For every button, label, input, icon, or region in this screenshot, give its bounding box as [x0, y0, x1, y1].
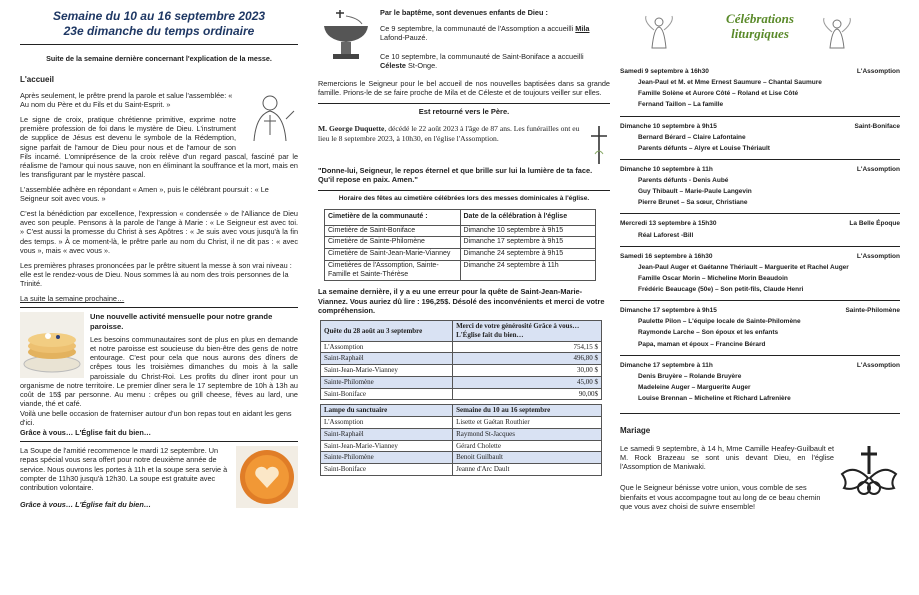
mass-block — [620, 307, 900, 349]
deces-heading: Est retourné vers le Père. — [418, 106, 510, 116]
cemetery-table — [324, 209, 596, 282]
bulletin-title — [20, 9, 298, 39]
mass-date: Samedi 9 septembre à 16h30 — [620, 68, 709, 75]
cemetery-header-row — [325, 209, 596, 225]
table-row — [325, 225, 596, 237]
doves-cross-icon — [838, 444, 900, 502]
cimetieres-heading: Horaire des fêtes au cimetière célébrées lors des messes dominicales à l'église. — [338, 194, 590, 202]
table-row — [325, 260, 596, 281]
bapteme-2-rest: St-Onge. — [408, 61, 438, 71]
mass-date-line — [620, 220, 900, 228]
mass-date-line — [620, 123, 900, 131]
cemetery-col-date: Date de la célébration à l'église — [460, 209, 596, 225]
celebrations-title-line1: Célébrations — [726, 11, 794, 26]
mass-block — [620, 253, 900, 295]
collection-header-row — [321, 321, 602, 342]
collection-table — [320, 320, 602, 400]
mass-date-line — [620, 307, 900, 315]
mariage-p2: Que le Seigneur bénisse votre union, vous comble de ses bienfaits et vous accompagne tout au long de ce beau chemin que vous avez choisi de suivre ensemble! — [620, 483, 821, 511]
table-row — [321, 353, 602, 365]
parish-name: Saint-Boniface — [321, 464, 453, 476]
parish-name: Sainte-Philomène — [321, 376, 453, 388]
accueil-p5: Les premières phrases prononcées par le prêtre situent la messe à son vrai niveau : elle est le rendez-vous de Dieu. Nous sommes là au nom des trois personnes de la Trinité. — [20, 260, 292, 288]
cemetery-date: Dimanche 17 septembre à 9h15 — [460, 237, 596, 249]
table-row — [321, 428, 602, 440]
table-row — [321, 365, 602, 377]
mass-place: L'Assomption — [856, 68, 900, 75]
accueil-heading: Suite de la semaine dernière concernant l'explication de la messe. — [46, 54, 272, 63]
column-left — [20, 0, 298, 595]
collection-col-thanks: Merci de votre générosité Grâce à vous…L'Église fait du bien… — [453, 321, 602, 342]
cross-icon — [588, 124, 610, 166]
mass-block — [620, 68, 900, 110]
mass-block — [620, 220, 900, 239]
bapteme-thanks: Remercions le Seigneur pour le bel accueil de nos nouvelles baptisées dans sa grande famille. Prions-le de se faire proche de Mila et de Céleste et de toujours veiller sur elles. — [318, 78, 610, 97]
mass-date-line — [620, 166, 900, 174]
parish-name: Saint-Raphaël — [321, 428, 453, 440]
mass-place: L'Assomption — [856, 252, 900, 260]
mariage-heading: Mariage — [620, 426, 651, 436]
cemetery-name: Cimetière de Sainte-Philomène — [325, 237, 461, 249]
lamp-col-week: Semaine du 10 au 16 septembre — [453, 405, 602, 417]
soupe-thanks: Grâce à vous… L'Église fait du bien… — [20, 499, 152, 509]
collection-col-period: Quête du 28 août au 3 septembre — [321, 321, 453, 342]
mass-intention: Paulette Pilon – L'équipe locale de Sainte-Philomène — [638, 318, 801, 326]
cemetery-name: Cimetière de Saint-Jean-Marie-Vianney — [325, 249, 461, 261]
mass-intention: Denis Bruyère – Rolande Bruyère — [638, 372, 742, 380]
parish-name: Saint-Jean-Marie-Vianney — [321, 440, 453, 452]
bapteme-2-text: Ce 10 septembre, la communauté de Saint-Boniface a accueilli — [380, 52, 584, 62]
accueil-p1: Après seulement, le prêtre prend la parole et salue l'assemblée: « Au nom du Père et du Fils et du Saint-Esprit. » — [20, 91, 233, 110]
mass-date: Dimanche 10 septembre à 11h — [620, 165, 713, 173]
mass-place: L'Assomption — [856, 165, 900, 173]
mass-date-line — [620, 253, 900, 261]
wedding-image — [838, 444, 900, 502]
mass-date: Dimanche 10 septembre à 9h15 — [620, 122, 717, 130]
angel-left-icon — [642, 12, 676, 50]
cemetery-date: Dimanche 24 septembre à 9h15 — [460, 249, 596, 261]
mass-place: Sainte-Philomène — [845, 307, 900, 315]
bapteme-1-name: Mila — [575, 24, 590, 34]
lamp-col-title: Lampe du sanctuaire — [321, 405, 453, 417]
mass-block — [620, 362, 900, 404]
crepes-body: Les besoins communautaires sont de plus en plus en demande et notre paroisse est soucieuse du bien-être des gens de notre entourage. C'est pour cela que nous aurons des dîners de crêpes tous les troisièmes dimanches du mois à la salle paroissiale du Christ-Roi. Les profits du dîner iront pour un organisme de notre territoire. Le premier dîner sera le 17 septembre de 10h à 13h au coût de 15$ par personne. Au menu : crêpes ou grill cheese, fèves au lard, une viande, thé et café. — [20, 335, 298, 408]
celebrations-title-line2: liturgiques — [731, 25, 789, 41]
crepes-body2: Voilà une belle occasion de fraterniser autour d'un bon repas tout en aidant les gens d'ici. — [20, 409, 292, 428]
collection-amount: 45,00 $ — [453, 376, 602, 388]
mass-date: Dimanche 17 septembre à 11h — [620, 361, 713, 369]
erreur-notice: La semaine dernière, il y a eu une erreur pour la quête de Saint-Jean-Marie-Viannez. Vous auriez dû lire : 196,25$. Désolé des inconvénients et merci de votre compréhension. — [318, 287, 605, 315]
collection-amount: 496,80 $ — [453, 353, 602, 365]
mass-place: L'Assomption — [856, 361, 900, 369]
celebrations-title — [680, 12, 840, 42]
mass-date-line — [620, 362, 900, 370]
soupe-image — [236, 446, 298, 508]
mass-intention: Papa, maman et époux – Francine Bérard — [638, 340, 766, 348]
sunday-line: 23e dimanche du temps ordinaire — [63, 24, 255, 38]
cemetery-date: Dimanche 10 septembre à 9h15 — [460, 225, 596, 237]
table-row — [321, 440, 602, 452]
week-line: Semaine du 10 au 16 septembre 2023 — [52, 9, 266, 23]
mass-date: Dimanche 17 septembre à 9h15 — [620, 307, 717, 315]
mass-date-line — [620, 68, 900, 76]
bapteme-heading: Par le baptême, sont devenues enfants de Dieu : — [380, 8, 548, 17]
table-row — [321, 376, 602, 388]
angel-right-icon — [820, 14, 854, 50]
crepes-icon — [20, 312, 84, 378]
parish-name: L'Assomption — [321, 341, 453, 353]
mass-intention: Madeleine Auger – Marguerite Auger — [638, 383, 751, 391]
collection-amount: 30,00 $ — [453, 365, 602, 377]
collection-amount: 90,00$ — [453, 388, 602, 400]
table-row — [321, 388, 602, 400]
mass-intention: Jean-Paul et M. et Mme Ernest Saumure – Chantal Saumure — [638, 79, 822, 87]
accueil-p2: Le signe de croix, pratique chrétienne primitive, exprime notre première profession de foi dans le mystère de Dieu. L'instrument de supplice de Jésus est devenu le symbole de la Rédemption, signe parfait de l'amour de Dieu pour nous et de l'amour de son Fils incarné. L'omniprésence de la croix relève d'un regard pascal, fasciné par le réalisme de l'amour qui nous sauve, non en éliminant la souffrance et la mort, mais en les transfigurant par le mystère pascal. — [20, 115, 298, 179]
mass-date: Samedi 16 septembre à 16h30 — [620, 252, 713, 260]
accueil-subheading: L'accueil — [20, 75, 54, 84]
column-middle — [318, 0, 610, 595]
soupe-body: La Soupe de l'amitié recommence le mardi 12 septembre. Un repas spécial vous sera offert pour notre deuxième année de service. Nous ouvrons les portes à 11h et la soupe sera servie à compter de 11h30 jusqu'à 12h30. La soupe est gratuite avec contribution volontaire. — [20, 446, 228, 492]
mass-intention: Famille Solène et Aurore Côté – Roland et Lise Côté — [638, 90, 799, 98]
soup-heart-icon — [236, 446, 298, 508]
deces-prayer: "Donne-lui, Seigneur, le repos éternel et que brille sur lui la lumière de ta face. Qu'il repose en paix. Amen." — [318, 166, 593, 185]
mass-intention: Réal Laforest -Bill — [638, 231, 694, 239]
mass-schedule — [620, 68, 900, 403]
cemetery-date: Dimanche 24 septembre à 11h — [460, 260, 596, 281]
table-row — [321, 417, 602, 429]
mass-intention: Bernard Bérard – Claire Lafontaine — [638, 133, 746, 141]
mass-intention: Parents défunts - Denis Aubé — [638, 177, 729, 184]
bapteme-1-text: Ce 9 septembre, la communauté de l'Assomption a accueilli — [380, 24, 574, 34]
cemetery-col-name: Cimetière de la communauté : — [325, 209, 461, 225]
mass-intention: Famille Oscar Morin – Micheline Morin Beaudoin — [638, 274, 788, 282]
parish-name: Saint-Raphaël — [321, 353, 453, 365]
accueil-p4: C'est la bénédiction par excellence, l'expression « condensée » de l'Alliance de Dieu avec son peuple. Pensons à la parole de l'ange à Marie : « Le Seigneur est avec toi. » C'est aussi la promesse du Christ à ses Apôtres : « Je suis avec vous jusqu'à la fin des temps. » À ce moment-là, le prêtre parle au nom du Christ, il ne dit pas : « avec vous », mais « avec vous ». — [20, 209, 298, 255]
more-link[interactable]: La suite la semaine prochaine… — [20, 294, 125, 304]
mass-intention: Fernand Taillon – La famille — [638, 101, 724, 109]
mass-intention: Parents défunts – Alyre et Louise Thériault — [638, 144, 770, 152]
parish-name: Saint-Jean-Marie-Vianney — [321, 365, 453, 377]
table-row — [325, 249, 596, 261]
mass-place: La Belle Époque — [849, 220, 900, 228]
table-row — [321, 452, 602, 464]
baptism-font-image — [318, 8, 374, 62]
sanctuary-lamp-table — [320, 404, 602, 476]
mass-intention: Jean-Paul Auger et Gaétanne Thériault – Marguerite et Rachel Auger — [638, 263, 849, 271]
column-right — [620, 0, 900, 595]
mass-intention: Guy Thibault – Marie-Paule Langevin — [638, 188, 752, 196]
crepes-heading: Une nouvelle activité mensuelle pour notre grande paroisse. — [90, 312, 273, 331]
mass-block — [620, 166, 900, 208]
lamp-donor: Jeanne d'Arc Dault — [453, 464, 602, 476]
lamp-donor: Benoit Guilbault — [453, 452, 602, 464]
table-row — [325, 237, 596, 249]
cemetery-name: Cimetières de l'Assomption, Sainte-Famille et Sainte-Thérèse — [325, 260, 461, 281]
lamp-donor: Gérard Cholette — [453, 440, 602, 452]
parish-name: Sainte-Philomène — [321, 452, 453, 464]
crepes-thanks: Grâce à vous… L'Église fait du bien… — [20, 428, 152, 438]
mass-intention: Raymonde Larche – Son époux et les enfants — [638, 329, 779, 337]
deces-text — [318, 124, 610, 143]
lamp-header-row — [321, 405, 602, 417]
deces-name: M. George Duquette — [318, 124, 385, 134]
mass-date: Mercredi 13 septembre à 15h30 — [620, 220, 717, 228]
cemetery-name: Cimetière de Saint-Boniface — [325, 225, 461, 237]
collection-amount: 754,15 $ — [453, 341, 602, 353]
parish-name: L'Assomption — [321, 417, 453, 429]
deces-details: , décédé le 22 août 2023 à l'âge de 87 ans. Les funérailles ont eu lieu le 8 septembre 2023, à 10h30, en l'église l'Assomption. — [318, 124, 580, 143]
cross-image — [588, 124, 610, 166]
mass-intention: Pierre Brunet – Sa sœur, Christiane — [638, 199, 748, 207]
mariage-p1: Le samedi 9 septembre, à 14 h, Mme Camille Heafey-Guilbault et M. Rock Brazeau se sont unis devant Dieu, en l'église l'Assomption de Maniwaki. — [620, 444, 834, 472]
mass-place: Saint-Boniface — [854, 122, 900, 130]
lamp-donor: Raymond St-Jacques — [453, 428, 602, 440]
mass-block — [620, 123, 900, 153]
baptismal-font-icon — [318, 8, 374, 62]
lamp-donor: Lisette et Gaétan Routhier — [453, 417, 602, 429]
mass-intention: Frédéric Beaucage (50e) – Son petit-fils, Claude Henri — [638, 286, 804, 293]
mass-intention: Louise Brennan – Micheline et Richard Lafrenière — [638, 395, 791, 402]
table-row — [321, 341, 602, 353]
table-row — [321, 464, 602, 476]
accueil-p3: L'assemblée adhère en répondant « Amen », puis le célébrant poursuit : « Le Seigneur soit avec vous. » — [20, 184, 269, 204]
crepes-image — [20, 312, 84, 378]
priest-icon — [240, 91, 298, 143]
bapteme-2-name: Céleste — [380, 61, 406, 71]
bapteme-1-rest: Lafond-Pauzé. — [380, 33, 428, 43]
parish-name: Saint-Boniface — [321, 388, 453, 400]
priest-illustration — [240, 91, 298, 143]
